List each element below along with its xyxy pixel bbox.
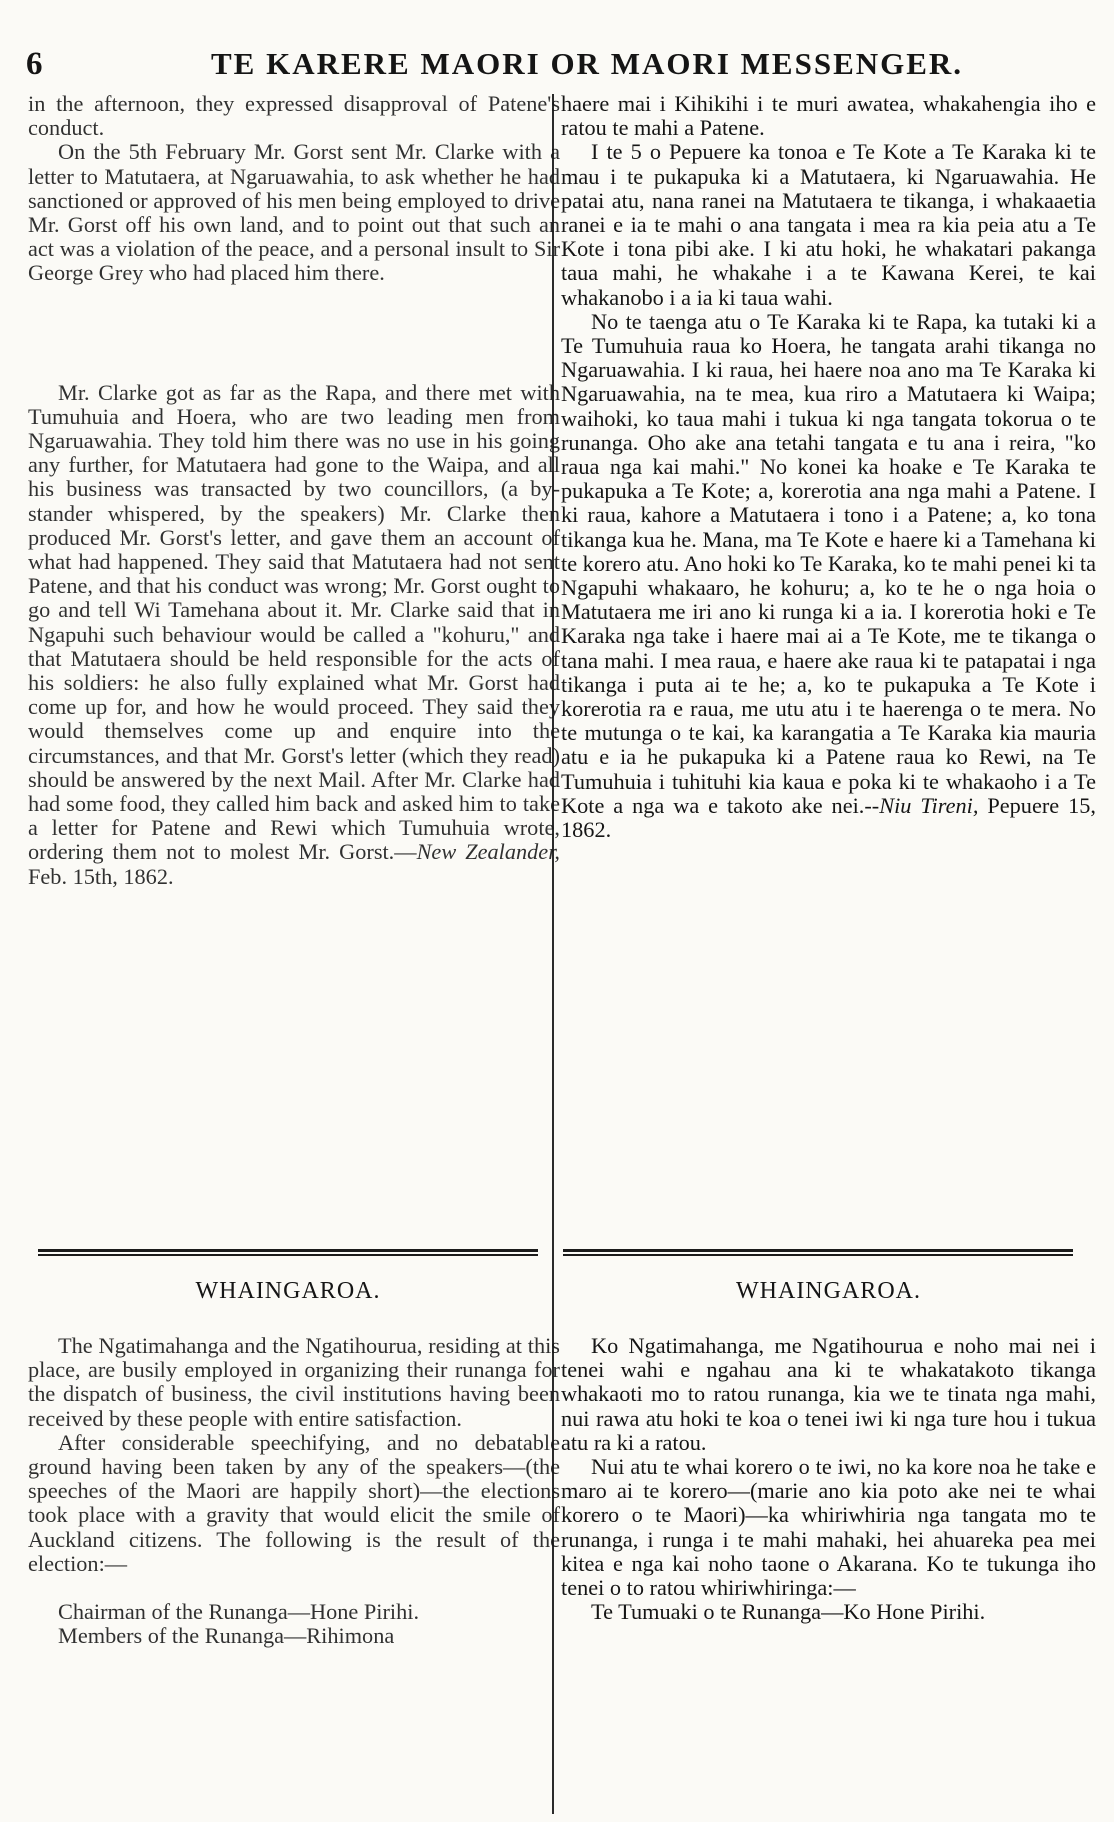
citation-source: New Zealander,	[416, 839, 560, 865]
right-paragraph: Nui atu te whai korero o te iwi, no ka kore noa he take e maro ai te korero—(marie ano kia poto ake nei te whai korero o te Maori)—ka whiriwhiria nga tangata mo te runanga, i runga i te mahi mahaki, hei ahuareka pea mei kitea e nga kai noho taone o Akarana. Ko te tukunga iho tenei o to ratou whiriwhiringa:—	[561, 1454, 1096, 1601]
left-paragraph: Chairman of the Runanga—Hone Pirihi.	[58, 1599, 420, 1625]
left-paragraph: Mr. Clarke got as far as the Rapa, and there met with Tumuhuia and Hoera, who are two leading men from Ngaruawahia. They told him there was no use in his going any further, for Matutaera had gone to the Waipa, and all his business was transacted by two councillors, (a by-stander whispered, by the speakers) Mr. Clarke then produced Mr. Gorst's letter, and gave them an account of what had happened. They said that Matutaera had not sent Patene, and that his conduct was wrong; Mr. Gorst ought to go and tell Wi Tamehana about it. Mr. Clarke said that in Ngapuhi such behaviour would be called a "kohuru," and that Matutaera should be held responsible for the acts of his soldiers: he also fully explained what Mr. Gorst had come up for, and how he would proceed. They said they would themselves come up and enquire into the circumstances, and that Mr. Gorst's letter (which they read) should be answered by the next Mail. After Mr. Clarke had had some food, they called him back and asked him to take a letter for Patene and Rewi which Tumuhuia wrote, ordering them not to molest Mr. Gorst.—New Zealander, Feb. 15th, 1862.	[28, 379, 560, 889]
left-paragraph: After considerable speechifying, and no debatable ground having been taken by any of the speakers—(the speeches of the Maori are happily short)—the elections took place with a gravity that would elicit the smile of Auckland citizens. The following is the result of the election:—	[28, 1429, 560, 1576]
right-upper-article	[561, 92, 1096, 842]
left-paragraph: Members of the Runanga—Rihimona	[58, 1623, 395, 1649]
left-paragraph: The Ngatimahanga and the Ngatihourua, residing at this place, are busily employed in organizing their runanga for the dispatch of business, the civil institutions having been received by these people with entire satisfaction.	[28, 1333, 560, 1431]
citation-date: Feb. 15th, 1862.	[28, 863, 174, 889]
citation-date: Pepuere 15, 1862.	[561, 792, 1096, 843]
page-header	[26, 46, 1086, 90]
right-lower-article	[561, 1334, 1096, 1624]
right-paragraph: No te taenga atu o Te Karaka ki te Rapa, ka tutaki ki a Te Tumuhuia raua ko Hoera, he tangata arahi tikanga no Ngaruawahia. I ki raua, hei haere noa ano ma Te Karaka ki Ngaruawahia, na te mea, kua riro a Matutaera ki Waipa; waihoki, ko taua mahi i tukua ki nga tangata tokorua o te runanga. Oho ake ana tetahi tangata e tu ana i reira, "ko raua nga kai mahi." No konei ka hoake e Te Karaka te pukapuka a Te Kote; a, korerotia ana nga mahi a Patene. I ki raua, kahore a Matutaera i tono i a Patene; a, ko tona tikanga kua he. Mana, ma Te Kote e haere ki a Tamehana ki te korero atu. Ano hoki ko Te Karaka, ko te mahi penei ki ta Ngapuhi whakaaro, he kohuru; a, ko te he o nga hoia o Matutaera me iri ano ki runga ki a ia. I korerotia hoki e Te Karaka nga take i haere mai ai a Te Kote, me te tikanga o tana mahi. I mea raua, e haere ake raua ki te patapatai i nga tikanga i puta ai te he; a, ko te pukapuka a Te Kote i korerotia ra e raua, me utu atu i te haerenga o te mera. No te mutunga o te kai, ka karangatia a Te Karaka kia mauria atu e ia he pukapuka ki a Patene raua ko Rewi, na Te Tumuhuia i tuhituhi kia kaua e poka ki te whakaoho i a Te Kote a nga wa e takoto ake nei.--Niu Tireni, Pepuere 15, 1862.	[561, 308, 1096, 843]
page-number: 6	[26, 46, 43, 82]
spacer	[28, 286, 560, 381]
section-heading-right: WHAINGAROA.	[736, 1278, 921, 1304]
left-paragraph: in the afternoon, they expressed disapproval of Patene's conduct.	[28, 91, 560, 141]
citation-source: Niu Tireni,	[879, 792, 979, 818]
right-paragraph-text: No te taenga atu o Te Karaka ki te Rapa, ka tutaki ki a Te Tumuhuia raua ko Hoera, he tangata arahi tikanga no Ngaruawahia. I ki raua, hei haere noa ano ma Te Karaka ki Ngaruawahia, na te mea, kua riro a Matutaera ki Waipa; waihoki, ko taua mahi i tukua ki nga tangata tokorua o te runanga. Oho ake ana tetahi tangata e tu ana i reira, "ko raua nga kai mahi." No konei ka hoake e Te Karaka te pukapuka a Te Kote; a, korerotia ana nga mahi a Patene. I ki raua, kahore a Matutaera i tono i a Patene; a, ko tona tikanga kua he. Mana, ma Te Kote e haere ki a Tamehana ki te korero atu. Ano hoki ko Te Karaka, ko te mahi penei ki ta Ngapuhi whakaaro, he kohuru; a, ko te he o nga hoia o Matutaera me iri ano ki runga ki a ia. I korerotia hoki e Te Karaka nga take i haere mai ai a Te Kote, me te tikanga o tana mahi. I mea raua, e haere ake raua ki te patapatai i nga tikanga i puta ai te he; a, ko te pukapuka a Te Kote i korerotia ra e raua, me utu atu i te haerenga o te mera. No te mutunga o te kai, ka karangatia a Te Karaka kia mauria atu e ia he pukapuka ki a Patene raua ko Rewi, na Te Tumuhuia i tuhituhi kia kaua e poka ki te whakaoho i a Te Kote a nga wa e takoto ake nei.	[561, 308, 1096, 818]
running-title: TE KARERE MAORI OR MAORI MESSENGER.	[211, 46, 964, 81]
left-paragraph: On the 5th February Mr. Gorst sent Mr. Clarke with a letter to Matutaera, at Ngaruawahia, to ask whether he had sanctioned or approved of his men being employed to drive Mr. Gorst off his own land, and to point out that such an act was a violation of the peace, and a personal insult to Sir George Grey who had placed him there.	[28, 139, 560, 286]
section-rule-right	[563, 1249, 1073, 1256]
right-paragraph: haere mai i Kihikihi i te muri awatea, whakahengia iho e ratou te mahi a Patene.	[561, 91, 1096, 141]
section-rule-left	[38, 1249, 538, 1256]
right-paragraph: I te 5 o Pepuere ka tonoa e Te Kote a Te Karaka ki te mau i te pukapuka ki a Matutaera, ki Ngaruawahia. He patai atu, nana ranei na Matutaera te tikanga, i whakaaetia ranei e ia te mahi o ana tangata i mea ra kia peia atu a Te Kote i tona pibi ake. I ki atu hoki, he whakatari pakanga taua mahi, he whakahe i a te Kawana Kerei, te kai whakanobo i a ia ki taua wahi.	[561, 139, 1096, 310]
section-heading-left: WHAINGAROA.	[195, 1278, 381, 1304]
right-paragraph: Te Tumuaki o te Runanga—Ko Hone Pirihi.	[591, 1599, 986, 1625]
left-upper-article	[28, 92, 560, 889]
left-paragraph-text: Mr. Clarke got as far as the Rapa, and there met with Tumuhuia and Hoera, who are two leading men from Ngaruawahia. They told him there was no use in his going any further, for Matutaera had gone to the Waipa, and all his business was transacted by two councillors, (a by-stander whispered, by the speakers) Mr. Clarke then produced Mr. Gorst's letter, and gave them an account of what had happened. They said that Matutaera had not sent Patene, and that his conduct was wrong; Mr. Gorst ought to go and tell Wi Tamehana about it. Mr. Clarke said that in Ngapuhi such behaviour would be called a "kohuru," and that Matutaera should be held responsible for the acts of his soldiers: he also fully explained what Mr. Gorst had come up for, and how he would proceed. They said they would themselves come up and enquire into the circumstances, and that Mr. Gorst's letter (which they read) should be answered by the next Mail. After Mr. Clarke had had some food, they called him back and asked him to take a letter for Patene and Rewi which Tumuhuia wrote, ordering them not to molest Mr. Gorst.	[28, 379, 560, 865]
left-lower-article	[28, 1334, 560, 1648]
right-paragraph: Ko Ngatimahanga, me Ngatihourua e noho mai nei i tenei wahi e ngahau ana ki te whakatakoto tikanga whakaoti mo to ratou runanga, kia we te tinata nga mahi, nui rawa atu hoki te koa o tenei iwi ki nga ture hou i tukua atu ra ki a ratou.	[561, 1333, 1096, 1455]
